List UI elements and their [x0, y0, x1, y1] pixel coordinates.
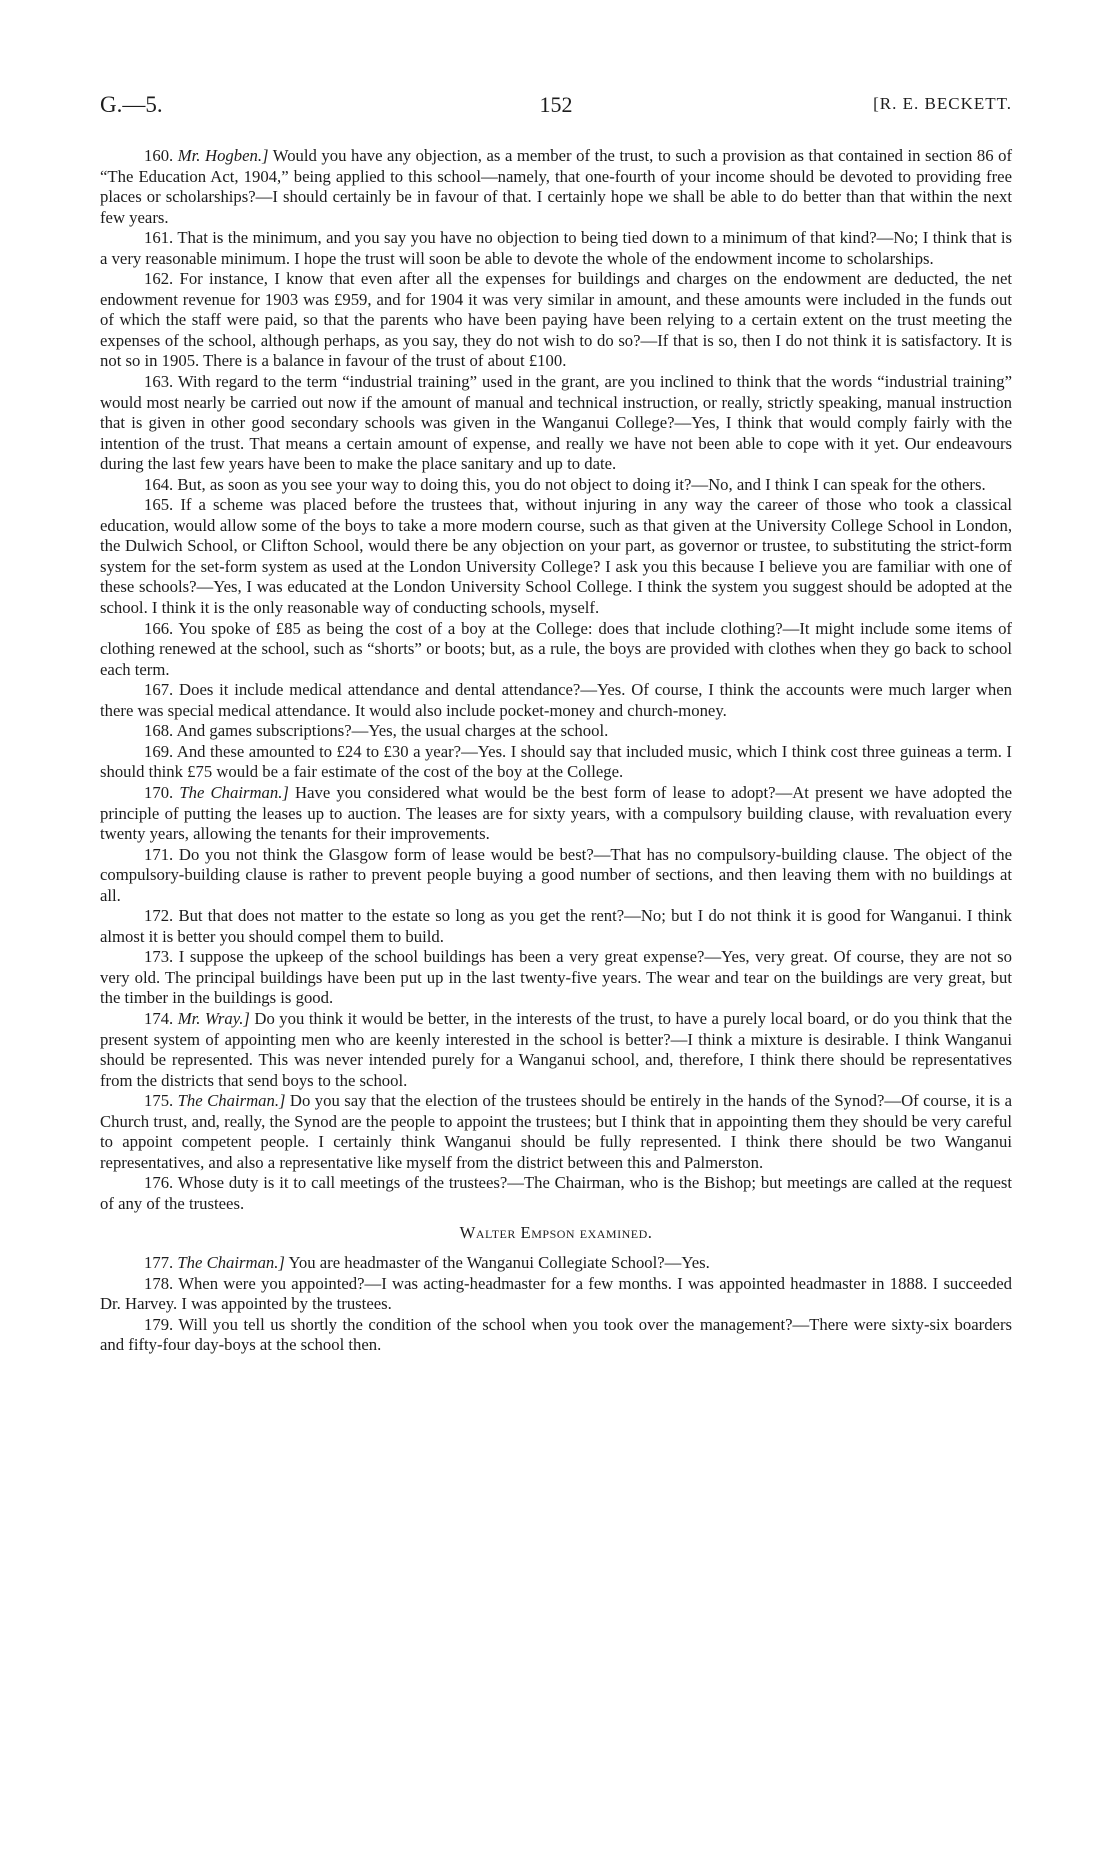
page-number: 152	[539, 92, 573, 117]
question-answer-text: Whose duty is it to call meetings of the trustees?—The Chairman, who is the Bishop; but meetings are called at the request of any of the trustees.	[100, 1173, 1012, 1213]
question-number: 167.	[144, 680, 174, 700]
question-paragraph	[100, 1274, 1012, 1315]
question-number: 173.	[144, 947, 174, 967]
question-number: 169.	[144, 741, 174, 761]
question-number: 163.	[144, 372, 174, 392]
question-number: 168.	[144, 721, 174, 741]
question-number: 170.	[144, 782, 174, 802]
question-answer-text: But, as soon as you see your way to doing this, you do not object to doing it?—No, and I think I can speak for the others.	[177, 474, 986, 494]
question-paragraph	[100, 228, 1012, 269]
evidence-body	[100, 146, 1012, 1356]
question-answer-text: You spoke of £85 as being the cost of a boy at the College: does that include clothing?—It might include some items of clothing renewed at the school, such as “shorts” or boots; but, as a rule, the boys are provided with clothes when they go back to school each term.	[100, 618, 1012, 679]
question-answer-text: Do you not think the Glasgow form of lease would be best?—That has no compulsory-building clause. The object of the compulsory-building clause is rather to prevent people buying a good number of sections, and then leaving them with no buildings at all.	[100, 844, 1013, 905]
question-answer-text: Will you tell us shortly the condition of the school when you took over the management?—There were sixty-six boarders and fifty-four day-boys at the school then.	[100, 1314, 1012, 1355]
question-answer-text: If a scheme was placed before the trustees that, without injuring in any way the career of those who took a classical education, would allow some of the boys to take a more modern course, such as that given at the University College School in London, the Dulwich School, or Clifton School, would there be any objection on your part, as governor or trustee, to substituting the strict-form system for the set-form system as used at the London University College? I ask you this because I believe you are familiar with one of these schools?—Yes, I was educated at the London University School College. I think the system you suggest should be adopted at the school. I think it is the only reasonable way of conducting schools, myself.	[100, 495, 1013, 618]
speaker-label: The Chairman.]	[179, 782, 289, 802]
evidence-paragraphs-part1	[100, 146, 1012, 1214]
question-number: 165.	[144, 495, 174, 515]
question-number: 164.	[144, 474, 174, 494]
question-paragraph	[100, 1173, 1012, 1214]
witness-name-header: [R. E. BECKETT.	[873, 94, 1012, 113]
question-paragraph	[100, 372, 1012, 475]
question-number: 175.	[144, 1091, 174, 1111]
page-header	[100, 92, 1012, 122]
question-paragraph	[100, 1091, 1012, 1173]
question-answer-text: Does it include medical attendance and dental attendance?—Yes. Of course, I think the accounts were much larger when there was special medical attendance. It would also include pocket-money and church-money.	[100, 680, 1012, 720]
speaker-label: Mr. Hogben.]	[177, 146, 269, 165]
question-paragraph	[100, 269, 1012, 372]
question-number: 176.	[144, 1173, 174, 1193]
question-paragraph	[100, 721, 1012, 742]
question-answer-text: For instance, I know that even after all the expenses for buildings and charges on the endowment are deducted, the net endowment revenue for 1903 was £959, and for 1904 it was very similar in amount, and these amounts were included in the funds out of which the staff were paid, so that the parents who have been paying have been relying to a certain extent on the trust meeting the expenses of the school, although perhaps, as you say, they do not wish to do so?—If that is so, then I do not think it is satisfactory. It is not so in 1905. There is a balance in favour of the trust of about £100.	[100, 269, 1013, 371]
question-paragraph	[100, 845, 1012, 907]
speaker-label: The Chairman.]	[177, 1252, 285, 1272]
question-number: 172.	[144, 906, 174, 926]
question-answer-text: Do you think it would be better, in the interests of the trust, to have a purely local board, or do you think that the present system of appointing men who are keenly interested in the school is better?—I think a mixture is desirable. I think Wanganui should be represented. This was never intended purely for a Wanganui school, and, therefore, I think there should be representatives from the districts that send boys to the school.	[100, 1008, 1012, 1090]
question-number: 166.	[144, 618, 174, 638]
question-number: 177.	[144, 1252, 174, 1272]
speaker-label: The Chairman.]	[177, 1091, 286, 1111]
question-answer-text: Would you have any objection, as a member of the trust, to such a provision as that contained in section 86 of “The Education Act, 1904,” being applied to this school—namely, that one-fourth of your income should be devoted to providing free places or scholarships?—I should certainly be in favour of that. I certainly hope we shall be able to do better than that within the next few years.	[100, 146, 1013, 227]
speaker-label: Mr. Wray.]	[177, 1008, 250, 1028]
question-number: 162.	[144, 269, 174, 289]
question-paragraph	[100, 1315, 1012, 1356]
question-paragraph	[100, 495, 1012, 618]
question-answer-text: Have you considered what would be the best form of lease to adopt?—At present we have adopted the principle of putting the leases up to auction. The leases are for sixty years, with a compulsory building clause, with revaluation every twenty years, allowing the tenants for their improvements.	[100, 782, 1012, 844]
question-number: 174.	[144, 1008, 174, 1028]
question-answer-text: That is the minimum, and you say you have no objection to being tied down to a minimum of that kind?—No; I think that is a very reasonable minimum. I hope the trust will soon be able to devote the whole of the endowment income to scholarships.	[100, 228, 1012, 268]
question-paragraph	[100, 947, 1012, 1009]
question-paragraph	[100, 475, 1012, 496]
question-number: 161.	[144, 228, 174, 248]
question-paragraph	[100, 680, 1012, 721]
question-paragraph	[100, 619, 1012, 681]
question-answer-text: You are headmaster of the Wanganui Collegiate School?—Yes.	[284, 1252, 710, 1272]
question-paragraph	[100, 906, 1012, 947]
question-paragraph	[100, 1253, 1012, 1274]
question-answer-text: Do you say that the election of the trustees should be entirely in the hands of the Synod?—Of course, it is a Church trust, and, really, the Synod are the people to appoint the trustees; but I think that in appointing them they should be very careful to appoint competent people. I certainly think Wanganui should be fully represented. I think there should be two Wanganui representatives, and also a representative like myself from the district between this and Palmerston.	[100, 1091, 1012, 1172]
question-answer-text: When were you appointed?—I was acting-headmaster for a few months. I was appointed headmaster in 1888. I succeeded Dr. Harvey. I was appointed by the trustees.	[100, 1273, 1013, 1314]
question-paragraph	[100, 783, 1012, 845]
question-number: 179.	[144, 1314, 174, 1334]
question-number: 178.	[144, 1273, 174, 1293]
question-answer-text: I suppose the upkeep of the school buildings has been a very great expense?—Yes, very great. Of course, they are not so very old. The principal buildings have been put up in the last twenty-five years. The wear and tear on the buildings are very great, but the timber in the buildings is good.	[100, 947, 1012, 1008]
parliamentary-paper-reference: G.—5.	[100, 92, 163, 117]
question-answer-text: But that does not matter to the estate so long as you get the rent?—No; but I do not think it is good for Wanganui. I think almost it is better you should compel them to build.	[100, 906, 1012, 946]
question-paragraph	[100, 742, 1012, 783]
question-number: 171.	[144, 844, 174, 864]
question-paragraph	[100, 1009, 1012, 1091]
question-answer-text: And these amounted to £24 to £30 a year?—Yes. I should say that included music, which I think cost three guineas a term. I should think £75 would be a fair estimate of the cost of the boy at the College.	[100, 741, 1012, 782]
question-answer-text: And games subscriptions?—Yes, the usual charges at the school.	[176, 721, 609, 741]
question-number: 160.	[144, 146, 174, 165]
witness-heading: Walter Empson examined.	[459, 1223, 653, 1243]
evidence-paragraphs-part2	[100, 1253, 1012, 1356]
question-answer-text: With regard to the term “industrial training” used in the grant, are you inclined to think that the words “industrial training” would most nearly be carried out now if the amount of manual and technical instruction, or really, strictly speaking, manual instruction that is given in other good secondary schools was given in the Wanganui College?—Yes, I think that would comply fairly with the intention of the trust. That means a certain amount of expense, and really we have not been able to cope with it yet. Our endeavours during the last few years have been to make the place sanitary and up to date.	[100, 372, 1012, 474]
question-paragraph	[100, 146, 1012, 228]
